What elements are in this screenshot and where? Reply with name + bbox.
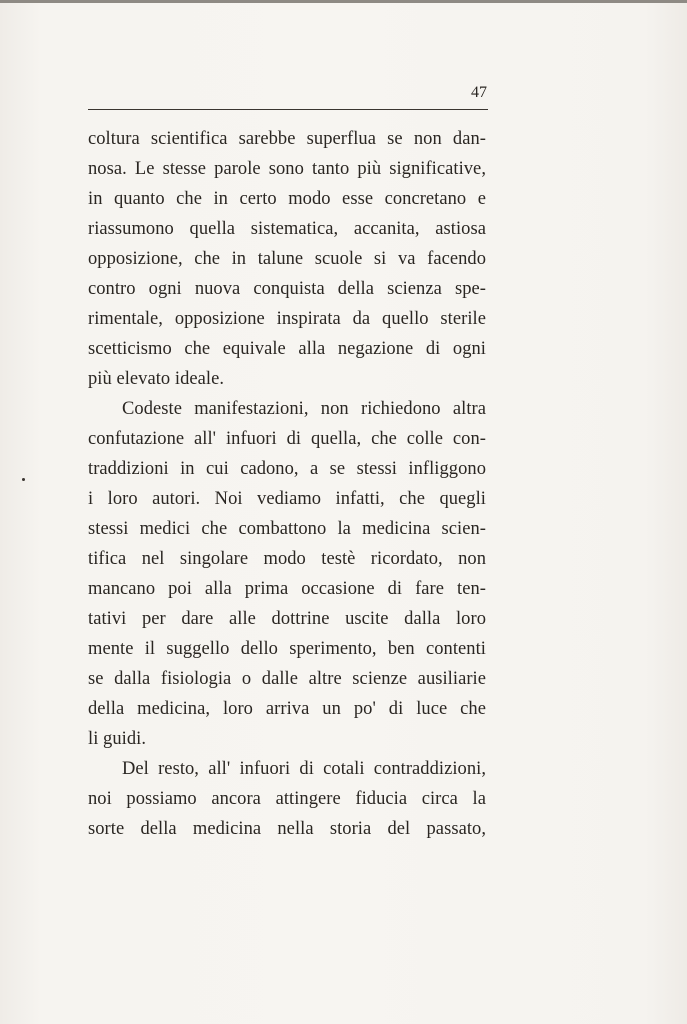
text-line: confutazione all' infuori di quella, che colle con- (88, 429, 486, 449)
text-line: coltura scientifica sarebbe superflua se non dan- (88, 129, 486, 149)
text-line: traddizioni in cui cadono, a se stessi infliggono (88, 459, 486, 479)
ink-speck (22, 478, 25, 481)
body-text (88, 124, 486, 844)
text-line: riassumono quella sistematica, accanita, astiosa (88, 219, 486, 239)
text-line: se dalla fisiologia o dalle altre scienze ausiliarie (88, 669, 486, 689)
text-line: i loro autori. Noi vediamo infatti, che quegli (88, 489, 486, 509)
text-line: rimentale, opposizione inspirata da quello sterile (88, 309, 486, 329)
text-line: della medicina, loro arriva un po' di luce che (88, 699, 486, 719)
paragraph-start: Del resto, all' infuori di cotali contraddizioni, (122, 759, 486, 779)
text-line: mancano poi alla prima occasione di fare ten- (88, 579, 486, 599)
page-top-edge (0, 0, 687, 3)
text-line: noi possiamo ancora attingere fiducia circa la (88, 789, 486, 809)
header-rule (88, 109, 488, 110)
text-line: opposizione, che in talune scuole si va facendo (88, 249, 486, 269)
text-line: tifica nel singolare modo testè ricordato, non (88, 549, 486, 569)
text-line: stessi medici che combattono la medicina scien- (88, 519, 486, 539)
text-line: in quanto che in certo modo esse concretano e (88, 189, 486, 209)
page-number: 47 (471, 84, 487, 101)
text-line: li guidi. (88, 729, 147, 749)
text-line: più elevato ideale. (88, 369, 225, 389)
text-line: mente il suggello dello sperimento, ben contenti (88, 639, 486, 659)
text-line: sorte della medicina nella storia del passato, (88, 819, 486, 839)
text-line: nosa. Le stesse parole sono tanto più significative, (88, 159, 486, 179)
paragraph-start: Codeste manifestazioni, non richiedono altra (122, 399, 486, 419)
text-line: tativi per dare alle dottrine uscite dalla loro (88, 609, 486, 629)
text-line: scetticismo che equivale alla negazione di ogni (88, 339, 486, 359)
text-line: contro ogni nuova conquista della scienza spe- (88, 279, 486, 299)
